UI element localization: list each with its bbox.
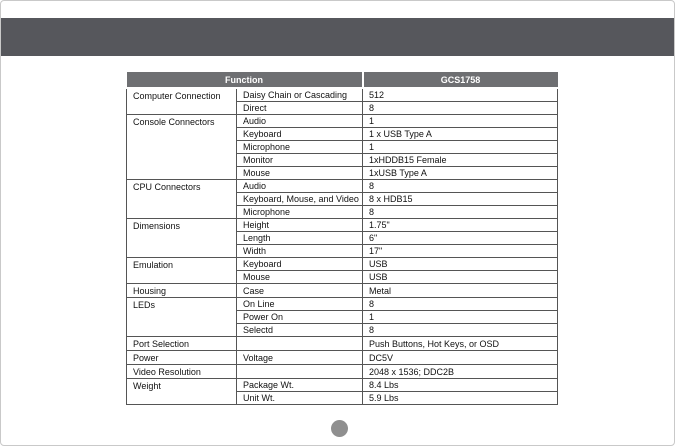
spec-row — [127, 284, 558, 298]
spec-label-cell — [237, 365, 363, 379]
spec-value-cell: 8 — [363, 206, 558, 219]
spec-value-cell: 1xUSB Type A — [363, 167, 558, 180]
function-column-header: Function — [127, 72, 363, 88]
spec-value-cell: 8 — [363, 298, 558, 311]
spec-value-cell: 512 — [363, 88, 558, 102]
spec-label-cell: Height — [237, 219, 363, 232]
spec-row — [127, 379, 558, 392]
spec-row — [127, 337, 558, 351]
spec-label-cell: Microphone — [237, 141, 363, 154]
spec-label-cell: Package Wt. — [237, 379, 363, 392]
spec-row — [127, 219, 558, 232]
spec-label-cell: On Line — [237, 298, 363, 311]
spec-row — [127, 115, 558, 128]
spec-value-cell: 5.9 Lbs — [363, 392, 558, 405]
spec-category-cell: Power — [127, 351, 237, 365]
spec-label-cell: Keyboard — [237, 258, 363, 271]
spec-row — [127, 258, 558, 271]
spec-label-cell: Direct — [237, 102, 363, 115]
spec-row — [127, 351, 558, 365]
spec-category-cell: Computer Connection — [127, 88, 237, 115]
spec-category-cell: Video Resolution — [127, 365, 237, 379]
spec-value-cell: 1 — [363, 115, 558, 128]
spec-value-cell: 1 — [363, 311, 558, 324]
spec-label-cell: Voltage — [237, 351, 363, 365]
spec-value-cell: 8 x HDB15 — [363, 193, 558, 206]
spec-label-cell: Power On — [237, 311, 363, 324]
spec-value-cell: 1 — [363, 141, 558, 154]
spec-label-cell: Daisy Chain or Cascading — [237, 88, 363, 102]
spec-category-cell: Weight — [127, 379, 237, 405]
spec-value-cell: 1.75" — [363, 219, 558, 232]
spec-label-cell: Keyboard, Mouse, and Video — [237, 193, 363, 206]
spec-label-cell: Width — [237, 245, 363, 258]
top-banner — [1, 18, 674, 56]
spec-category-cell: Dimensions — [127, 219, 237, 258]
spec-category-cell: CPU Connectors — [127, 180, 237, 219]
spec-label-cell: Unit Wt. — [237, 392, 363, 405]
spec-label-cell: Microphone — [237, 206, 363, 219]
spec-row — [127, 88, 558, 102]
spec-row — [127, 298, 558, 311]
model-column-header: GCS1758 — [363, 72, 558, 88]
spec-value-cell: Push Buttons, Hot Keys, or OSD — [363, 337, 558, 351]
spec-value-cell: USB — [363, 271, 558, 284]
spec-label-cell — [237, 337, 363, 351]
spec-value-cell: 2048 x 1536; DDC2B — [363, 365, 558, 379]
spec-label-cell: Mouse — [237, 271, 363, 284]
spec-value-cell: DC5V — [363, 351, 558, 365]
spec-value-cell: 1xHDDB15 Female — [363, 154, 558, 167]
spec-label-cell: Audio — [237, 115, 363, 128]
spec-label-cell: Mouse — [237, 167, 363, 180]
spec-category-cell: LEDs — [127, 298, 237, 337]
spec-row — [127, 365, 558, 379]
spec-value-cell: 1 x USB Type A — [363, 128, 558, 141]
page-indicator-dot — [331, 420, 348, 437]
spec-value-cell: 8 — [363, 102, 558, 115]
spec-row — [127, 180, 558, 193]
spec-label-cell: Keyboard — [237, 128, 363, 141]
spec-label-cell: Case — [237, 284, 363, 298]
spec-label-cell: Length — [237, 232, 363, 245]
spec-category-cell: Housing — [127, 284, 237, 298]
table-header-row — [127, 72, 558, 88]
spec-label-cell: Monitor — [237, 154, 363, 167]
spec-category-cell: Emulation — [127, 258, 237, 284]
spec-category-cell: Port Selection — [127, 337, 237, 351]
spec-value-cell: 8 — [363, 180, 558, 193]
spec-value-cell: Metal — [363, 284, 558, 298]
spec-label-cell: Selectd — [237, 324, 363, 337]
spec-category-cell: Console Connectors — [127, 115, 237, 180]
spec-table-body — [127, 88, 558, 405]
spec-value-cell: 6" — [363, 232, 558, 245]
specifications-table — [126, 72, 558, 405]
spec-value-cell: USB — [363, 258, 558, 271]
spec-value-cell: 8 — [363, 324, 558, 337]
spec-value-cell: 17" — [363, 245, 558, 258]
spec-label-cell: Audio — [237, 180, 363, 193]
spec-value-cell: 8.4 Lbs — [363, 379, 558, 392]
